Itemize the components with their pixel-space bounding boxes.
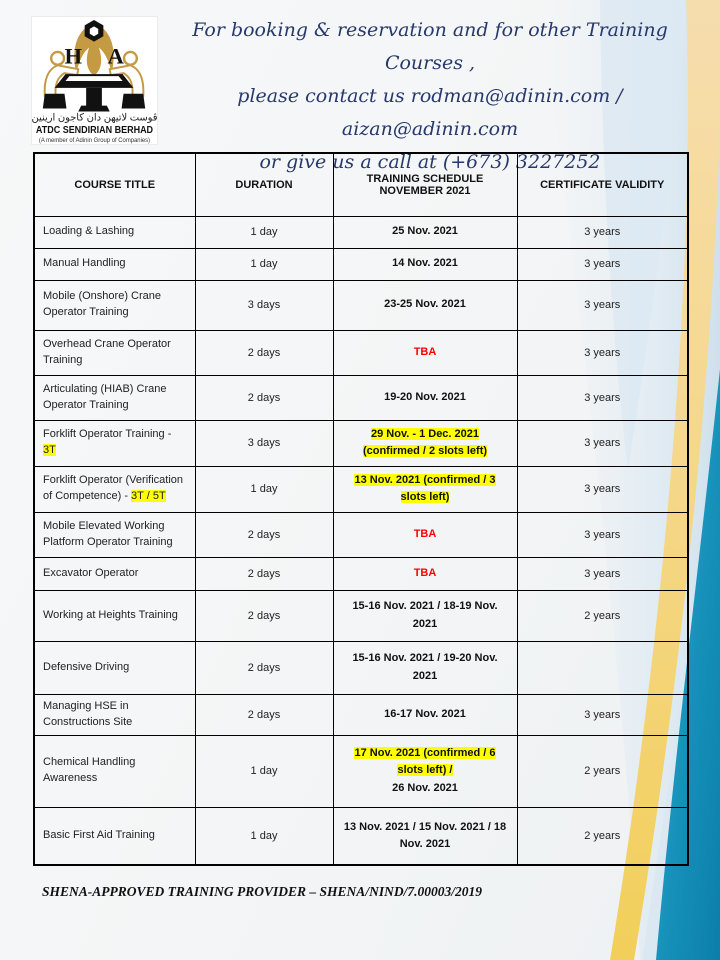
course-title-cell: Overhead Crane Operator Training xyxy=(34,330,195,375)
validity-cell: 3 years xyxy=(517,216,688,248)
schedule-cell: 15-16 Nov. 2021 / 19-20 Nov. 2021 xyxy=(333,641,517,694)
contact-line-3: or give us a call at (+673) 3227252 xyxy=(259,151,601,173)
course-title-cell: Chemical Handling Awareness xyxy=(34,735,195,807)
header-duration: DURATION xyxy=(195,153,333,216)
company-logo xyxy=(31,16,158,145)
duration-cell: 2 days xyxy=(195,641,333,694)
svg-text:H: H xyxy=(64,43,83,69)
header-certificate-validity: CERTIFICATE VALIDITY xyxy=(517,153,688,216)
validity-cell: 3 years xyxy=(517,375,688,420)
course-title-cell: Excavator Operator xyxy=(34,557,195,590)
validity-cell: 3 years xyxy=(517,420,688,466)
accreditation-note: SHENA-APPROVED TRAINING PROVIDER – SHENA/NIND/7.00003/2019 xyxy=(42,884,482,899)
course-title-cell: Forklift Operator Training - 3T xyxy=(34,420,195,466)
course-table-body xyxy=(34,216,688,865)
course-title-cell: Defensive Driving xyxy=(34,641,195,694)
table-row xyxy=(34,807,688,865)
duration-cell: 1 day xyxy=(195,807,333,865)
course-title-cell: Loading & Lashing xyxy=(34,216,195,248)
course-title-cell: Manual Handling xyxy=(34,248,195,280)
table-row xyxy=(34,280,688,330)
table-row xyxy=(34,694,688,735)
validity-cell: 3 years xyxy=(517,512,688,557)
logo-tagline: (A member of Adinin Group of Companies) xyxy=(38,137,151,144)
table-row xyxy=(34,557,688,590)
table-row xyxy=(34,512,688,557)
duration-cell: 2 days xyxy=(195,330,333,375)
course-title-cell: Basic First Aid Training xyxy=(34,807,195,865)
validity-cell: 3 years xyxy=(517,466,688,512)
schedule-cell: TBA xyxy=(333,512,517,557)
schedule-cell: TBA xyxy=(333,557,517,590)
duration-cell: 2 days xyxy=(195,512,333,557)
schedule-cell: 23-25 Nov. 2021 xyxy=(333,280,517,330)
schedule-cell: 13 Nov. 2021 / 15 Nov. 2021 / 18 Nov. 2021 xyxy=(333,807,517,865)
schedule-cell: TBA xyxy=(333,330,517,375)
logo-jawi-text: ڤوست لاتيهن دان كاجون ارينين xyxy=(32,112,157,124)
validity-cell: 2 years xyxy=(517,807,688,865)
validity-cell: 3 years xyxy=(517,248,688,280)
table-row xyxy=(34,590,688,641)
duration-cell: 2 days xyxy=(195,375,333,420)
duration-cell: 3 days xyxy=(195,280,333,330)
schedule-cell: 19-20 Nov. 2021 xyxy=(333,375,517,420)
schedule-cell: 15-16 Nov. 2021 / 18-19 Nov. 2021 xyxy=(333,590,517,641)
schedule-cell: 25 Nov. 2021 xyxy=(333,216,517,248)
course-title-cell: Articulating (HIAB) Crane Operator Training xyxy=(34,375,195,420)
schedule-cell: 17 Nov. 2021 (confirmed / 6 slots left) / 26 Nov. 2021 xyxy=(333,735,517,807)
validity-cell: 3 years xyxy=(517,280,688,330)
duration-cell: 3 days xyxy=(195,420,333,466)
table-row xyxy=(34,641,688,694)
table-row xyxy=(34,216,688,248)
schedule-cell: 29 Nov. - 1 Dec. 2021 (confirmed / 2 slots left) xyxy=(333,420,517,466)
duration-cell: 1 day xyxy=(195,735,333,807)
header-training-schedule: TRAINING SCHEDULE NOVEMBER 2021 xyxy=(333,153,517,216)
contact-line-2: please contact us rodman@adinin.com / aizan@adinin.com xyxy=(237,85,623,140)
schedule-cell: 14 Nov. 2021 xyxy=(333,248,517,280)
duration-cell: 2 days xyxy=(195,590,333,641)
validity-cell: 2 years xyxy=(517,735,688,807)
validity-cell xyxy=(517,641,688,694)
schedule-cell: 13 Nov. 2021 (confirmed / 3 slots left) xyxy=(333,466,517,512)
validity-cell: 3 years xyxy=(517,557,688,590)
course-title-cell: Managing HSE in Constructions Site xyxy=(34,694,195,735)
duration-cell: 1 day xyxy=(195,216,333,248)
table-row xyxy=(34,735,688,807)
course-title-cell: Mobile (Onshore) Crane Operator Training xyxy=(34,280,195,330)
table-row xyxy=(34,330,688,375)
duration-cell: 2 days xyxy=(195,557,333,590)
course-title-cell: Working at Heights Training xyxy=(34,590,195,641)
logo-company-name: ATDC SENDIRIAN BERHAD xyxy=(35,125,154,137)
table-header-row xyxy=(34,153,688,216)
svg-text:A: A xyxy=(107,43,124,69)
duration-cell: 1 day xyxy=(195,248,333,280)
validity-cell: 2 years xyxy=(517,590,688,641)
header-course-title: COURSE TITLE xyxy=(34,153,195,216)
schedule-cell: 16-17 Nov. 2021 xyxy=(333,694,517,735)
course-title-cell: Forklift Operator (Verification of Competence) - 3T / 5T xyxy=(34,466,195,512)
duration-cell: 2 days xyxy=(195,694,333,735)
table-row xyxy=(34,248,688,280)
table-row xyxy=(34,466,688,512)
course-title-cell: Mobile Elevated Working Platform Operator Training xyxy=(34,512,195,557)
course-schedule-table xyxy=(33,152,689,866)
table-row xyxy=(34,420,688,466)
validity-cell: 3 years xyxy=(517,694,688,735)
duration-cell: 1 day xyxy=(195,466,333,512)
contact-line-1: For booking & reservation and for other Training Courses , xyxy=(192,19,668,74)
table-row xyxy=(34,375,688,420)
validity-cell: 3 years xyxy=(517,330,688,375)
